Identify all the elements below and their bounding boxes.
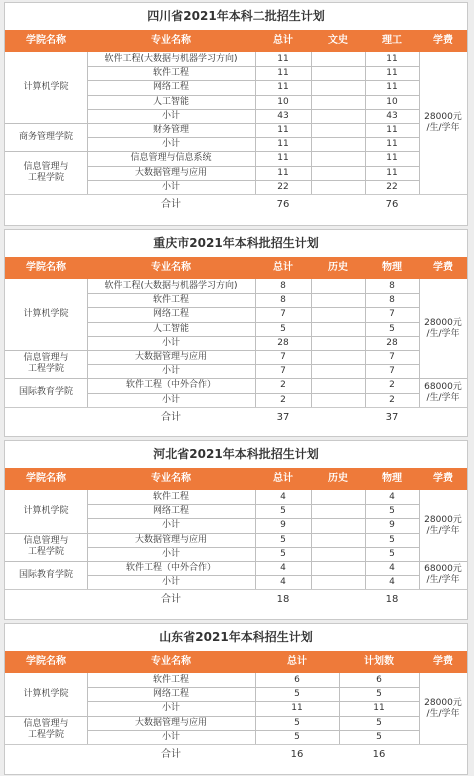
count-cell: 5 xyxy=(376,689,382,700)
major-cell: 大数据管理与应用 xyxy=(134,352,207,362)
count-cell: 7 xyxy=(389,309,395,320)
count-cell xyxy=(311,490,365,504)
count-cell: 2 xyxy=(389,394,395,405)
major-cell: 小计 xyxy=(161,548,180,559)
row-divider xyxy=(87,137,419,138)
major-cell: 人工智能 xyxy=(152,96,189,107)
count-cell: 9 xyxy=(280,520,286,531)
count-cell: 43 xyxy=(386,110,398,121)
column-divider xyxy=(365,490,366,589)
header-cell: 历史 xyxy=(328,262,348,273)
total-label: 合计 xyxy=(161,594,181,606)
count-cell: 11 xyxy=(386,82,398,93)
table-title: 四川省2021年本科二批招生计划 xyxy=(147,9,325,23)
count-cell: 10 xyxy=(386,96,398,107)
count-cell: 6 xyxy=(294,675,300,685)
count-cell: 4 xyxy=(389,563,395,573)
count-cell: 11 xyxy=(277,54,289,64)
count-cell: 11 xyxy=(291,703,303,714)
college-cell: 国际教育学院 xyxy=(18,569,73,580)
count-cell xyxy=(311,378,365,392)
college-divider xyxy=(5,533,87,534)
count-cell: 9 xyxy=(389,520,395,531)
count-cell: 4 xyxy=(280,577,286,588)
count-cell xyxy=(311,80,365,94)
column-divider xyxy=(87,490,88,589)
major-cell: 软件工程 xyxy=(152,675,189,685)
count-cell: 10 xyxy=(277,96,289,107)
row-divider xyxy=(87,547,419,548)
college-cell: 计算机学院 xyxy=(23,309,69,319)
college-cell: 计算机学院 xyxy=(23,688,69,699)
header-cell: 专业名称 xyxy=(151,473,191,484)
major-cell: 小计 xyxy=(161,110,180,121)
major-cell: 软件工程 xyxy=(152,68,189,79)
count-cell: 5 xyxy=(294,731,300,742)
table-title: 重庆市2021年本科批招生计划 xyxy=(153,236,319,250)
count-cell xyxy=(311,307,365,321)
row-divider xyxy=(87,80,419,81)
major-cell: 大数据管理与应用 xyxy=(134,167,207,178)
row-divider xyxy=(87,166,419,167)
total-label: 合计 xyxy=(161,411,181,423)
count-cell: 7 xyxy=(280,366,286,377)
count-cell xyxy=(311,364,365,378)
header-cell: 学院名称 xyxy=(26,35,66,46)
total-value: 16 xyxy=(290,749,304,760)
count-cell xyxy=(311,279,365,293)
header-cell: 学费 xyxy=(433,656,453,667)
row-divider xyxy=(87,123,419,124)
header-cell: 总计 xyxy=(273,262,293,273)
fee-cell: 28000元 /生/学年 xyxy=(424,112,462,133)
count-cell: 5 xyxy=(389,323,395,334)
header-cell: 学院名称 xyxy=(26,473,66,484)
row-divider xyxy=(87,350,419,351)
count-cell xyxy=(311,52,365,66)
column-divider xyxy=(311,490,312,589)
total-value: 18 xyxy=(385,594,399,606)
column-divider xyxy=(87,279,88,407)
count-cell: 4 xyxy=(280,563,286,573)
row-divider xyxy=(87,575,419,576)
row-divider xyxy=(87,687,419,688)
count-cell xyxy=(311,95,365,109)
count-cell xyxy=(311,180,365,194)
header-cell: 学院名称 xyxy=(26,262,66,273)
total-value xyxy=(311,407,365,429)
row-divider xyxy=(87,95,419,96)
count-cell: 6 xyxy=(376,675,382,685)
header-cell: 理工 xyxy=(382,35,402,46)
count-cell: 8 xyxy=(389,281,395,291)
row-divider xyxy=(87,364,419,365)
count-cell: 11 xyxy=(277,153,289,164)
count-cell: 2 xyxy=(280,380,286,391)
count-cell xyxy=(311,151,365,165)
major-cell: 小计 xyxy=(161,139,180,150)
total-value: 76 xyxy=(276,199,290,210)
total-value: 18 xyxy=(276,594,290,606)
column-divider xyxy=(419,52,420,194)
count-cell: 8 xyxy=(280,295,286,306)
enrollment-table xyxy=(4,623,468,775)
count-cell: 5 xyxy=(280,534,286,545)
count-cell xyxy=(311,350,365,364)
row-divider xyxy=(87,109,419,110)
count-cell xyxy=(311,561,365,575)
major-cell: 大数据管理与应用 xyxy=(134,534,207,545)
total-label: 合计 xyxy=(161,199,181,210)
count-cell: 22 xyxy=(386,181,398,192)
major-cell: 网络工程 xyxy=(152,506,189,517)
count-cell: 2 xyxy=(389,380,395,391)
count-cell: 4 xyxy=(389,577,395,588)
table-header xyxy=(5,468,467,490)
count-cell: 5 xyxy=(389,534,395,545)
college-divider xyxy=(5,378,87,379)
fee-divider xyxy=(419,561,467,562)
count-cell: 11 xyxy=(386,153,398,164)
column-divider xyxy=(87,52,88,194)
count-cell: 8 xyxy=(389,295,395,306)
header-cell: 文史 xyxy=(328,35,348,46)
count-cell xyxy=(311,504,365,518)
count-cell xyxy=(311,575,365,589)
enrollment-table xyxy=(4,229,468,437)
major-cell: 小计 xyxy=(161,181,180,192)
row-divider xyxy=(87,336,419,337)
count-cell: 5 xyxy=(280,506,286,517)
major-cell: 网络工程 xyxy=(152,689,189,700)
row-divider xyxy=(87,180,419,181)
header-cell: 总计 xyxy=(287,656,307,667)
major-cell: 网络工程 xyxy=(152,309,189,320)
row-divider xyxy=(87,393,419,394)
count-cell: 11 xyxy=(277,125,289,135)
row-divider xyxy=(87,66,419,67)
row-divider xyxy=(87,293,419,294)
column-divider xyxy=(419,673,420,744)
row-divider xyxy=(87,533,419,534)
total-value: 37 xyxy=(276,411,290,423)
count-cell: 5 xyxy=(294,717,300,728)
major-cell: 小计 xyxy=(161,394,180,405)
column-divider xyxy=(419,490,420,589)
major-cell: 小计 xyxy=(161,577,180,588)
count-cell: 8 xyxy=(280,281,286,291)
count-cell: 7 xyxy=(280,352,286,362)
count-cell: 7 xyxy=(280,309,286,320)
college-cell: 信息管理与 工程学院 xyxy=(23,535,69,557)
major-cell: 小计 xyxy=(161,337,180,348)
count-cell xyxy=(311,518,365,532)
fee-divider xyxy=(419,378,467,379)
major-cell: 软件工程 xyxy=(152,492,189,502)
count-cell: 7 xyxy=(389,366,395,377)
count-cell: 11 xyxy=(373,703,385,714)
count-cell: 28 xyxy=(277,337,289,348)
table-header xyxy=(5,257,467,279)
major-cell: 小计 xyxy=(161,731,180,742)
column-divider xyxy=(419,279,420,407)
college-cell: 商务管理学院 xyxy=(18,131,73,142)
fee-cell: 28000元 /生/学年 xyxy=(424,317,462,339)
count-cell: 11 xyxy=(386,139,398,150)
row-divider xyxy=(87,322,419,323)
column-divider xyxy=(311,279,312,407)
total-label: 合计 xyxy=(161,749,181,760)
count-cell xyxy=(311,109,365,123)
header-cell: 学费 xyxy=(433,262,453,273)
count-cell: 5 xyxy=(389,506,395,517)
header-cell: 计划数 xyxy=(364,656,394,667)
table-title: 山东省2021年本科招生计划 xyxy=(159,630,313,644)
header-cell: 学院名称 xyxy=(26,656,66,667)
row-divider xyxy=(87,307,419,308)
column-divider xyxy=(365,52,366,194)
total-value: 37 xyxy=(385,411,399,423)
row-divider xyxy=(87,730,419,731)
fee-cell: 68000元 /生/学年 xyxy=(424,564,462,586)
row-divider xyxy=(87,504,419,505)
column-divider xyxy=(255,279,256,407)
major-cell: 信息管理与信息系统 xyxy=(130,153,212,164)
column-divider xyxy=(255,52,256,194)
college-cell: 信息管理与 工程学院 xyxy=(23,161,69,183)
enrollment-table xyxy=(4,440,468,620)
count-cell: 43 xyxy=(277,110,289,121)
count-cell: 5 xyxy=(376,717,382,728)
count-cell xyxy=(311,336,365,350)
enrollment-table xyxy=(4,2,468,226)
count-cell: 28 xyxy=(386,337,398,348)
count-cell: 4 xyxy=(389,492,395,502)
header-cell: 专业名称 xyxy=(151,35,191,46)
count-cell: 22 xyxy=(277,181,289,192)
count-cell: 5 xyxy=(294,689,300,700)
major-cell: 小计 xyxy=(161,366,180,377)
major-cell: 软件工程(大数据与机器学习方向) xyxy=(104,54,238,64)
row-divider xyxy=(87,701,419,702)
column-divider xyxy=(87,673,88,744)
count-cell xyxy=(311,66,365,80)
college-cell: 信息管理与 工程学院 xyxy=(23,718,69,740)
table-header xyxy=(5,651,467,673)
header-cell: 专业名称 xyxy=(151,656,191,667)
header-cell: 总计 xyxy=(273,473,293,484)
row-divider xyxy=(87,378,419,379)
fee-cell: 68000元 /生/学年 xyxy=(424,381,462,403)
count-cell: 11 xyxy=(386,167,398,178)
fee-cell: 28000元 /生/学年 xyxy=(424,514,462,536)
count-cell: 5 xyxy=(389,548,395,559)
college-divider xyxy=(5,350,87,351)
count-cell xyxy=(311,322,365,336)
count-cell xyxy=(311,166,365,180)
major-cell: 软件工程(大数据与机器学习方向) xyxy=(104,281,238,291)
college-cell: 计算机学院 xyxy=(23,505,69,516)
count-cell: 2 xyxy=(280,394,286,405)
column-divider xyxy=(255,673,256,744)
college-divider xyxy=(5,561,87,562)
major-cell: 软件工程（中外合作） xyxy=(125,563,216,573)
major-cell: 财务管理 xyxy=(152,125,189,135)
total-value: 76 xyxy=(385,199,399,210)
major-cell: 软件工程（中外合作） xyxy=(125,380,216,391)
row-divider xyxy=(87,518,419,519)
count-cell: 11 xyxy=(277,82,289,93)
row-divider xyxy=(87,716,419,717)
header-cell: 专业名称 xyxy=(151,262,191,273)
column-divider xyxy=(255,490,256,589)
college-cell: 国际教育学院 xyxy=(18,387,73,398)
column-divider xyxy=(365,279,366,407)
college-divider xyxy=(5,716,87,717)
college-cell: 计算机学院 xyxy=(23,82,69,92)
total-value xyxy=(311,194,365,216)
count-cell xyxy=(311,293,365,307)
row-divider xyxy=(87,561,419,562)
table-title: 河北省2021年本科批招生计划 xyxy=(153,447,319,461)
count-cell: 11 xyxy=(277,139,289,150)
table-header xyxy=(5,30,467,52)
count-cell: 5 xyxy=(280,323,286,334)
major-cell: 软件工程 xyxy=(152,295,189,306)
row-divider xyxy=(87,151,419,152)
column-divider xyxy=(311,52,312,194)
total-value xyxy=(311,589,365,611)
major-cell: 大数据管理与应用 xyxy=(134,717,207,728)
total-value: 16 xyxy=(372,749,386,760)
count-cell xyxy=(311,393,365,407)
column-divider xyxy=(339,673,340,744)
major-cell: 人工智能 xyxy=(152,323,189,334)
count-cell: 11 xyxy=(386,125,398,135)
major-cell: 网络工程 xyxy=(152,82,189,93)
count-cell: 5 xyxy=(376,731,382,742)
major-cell: 小计 xyxy=(161,703,180,714)
count-cell: 5 xyxy=(280,548,286,559)
count-cell: 11 xyxy=(386,68,398,79)
college-divider xyxy=(5,151,87,152)
college-divider xyxy=(5,123,87,124)
fee-cell: 28000元 /生/学年 xyxy=(424,697,462,719)
count-cell xyxy=(311,123,365,137)
header-cell: 学费 xyxy=(433,473,453,484)
count-cell xyxy=(311,533,365,547)
header-cell: 历史 xyxy=(328,473,348,484)
count-cell xyxy=(311,547,365,561)
count-cell: 11 xyxy=(277,167,289,178)
count-cell xyxy=(311,137,365,151)
count-cell: 4 xyxy=(280,492,286,502)
college-cell: 信息管理与 工程学院 xyxy=(23,353,69,375)
header-cell: 物理 xyxy=(382,473,402,484)
header-cell: 物理 xyxy=(382,262,402,273)
header-cell: 总计 xyxy=(273,35,293,46)
major-cell: 小计 xyxy=(161,520,180,531)
count-cell: 7 xyxy=(389,352,395,362)
header-cell: 学费 xyxy=(433,35,453,46)
count-cell: 11 xyxy=(277,68,289,79)
count-cell: 11 xyxy=(386,54,398,64)
